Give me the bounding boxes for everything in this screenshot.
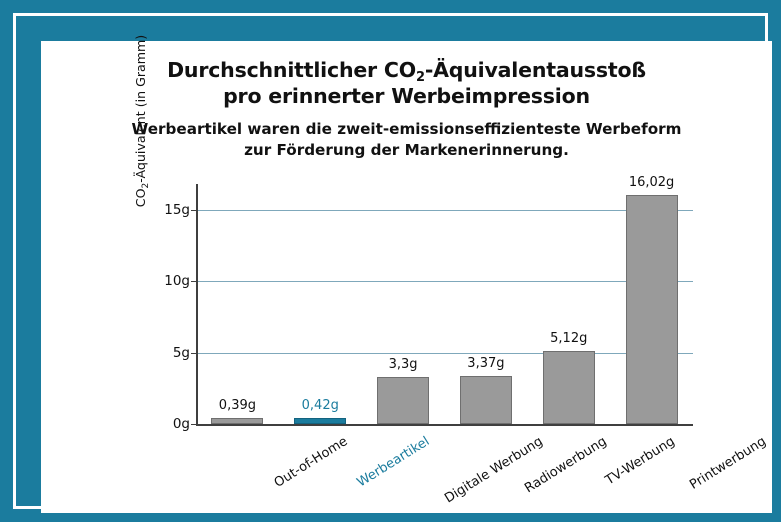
gridline [198, 281, 693, 282]
bar [211, 418, 263, 424]
bar-value-label: 0,42g [301, 398, 339, 413]
plot-region [164, 175, 769, 507]
x-axis-category-label: Printwerbung [686, 434, 769, 493]
y-axis-tick-label: 15g [164, 201, 190, 218]
chart-title-part-2: -Äquivalentausstoß [424, 58, 646, 82]
chart-title-subscript: 2 [415, 70, 425, 85]
chart-title-part-1: Durchschnittlicher CO [167, 58, 416, 82]
x-axis-category-label: Out-of-Home [272, 434, 351, 491]
bar [460, 376, 512, 424]
bar-value-label: 0,39g [218, 398, 257, 414]
poster-inner-border [13, 13, 768, 509]
y-axis-title-part-1: CO [133, 188, 148, 208]
y-axis-tick-mark [191, 281, 196, 282]
y-axis-title-subscript: 2 [141, 182, 151, 189]
bar-value-label: 3,37g [467, 355, 505, 371]
bar-value-label: 3,3g [388, 356, 418, 372]
chart-title-line-2: pro erinnerter Werbeimpression [223, 84, 590, 109]
chart-title-line-1 [41, 57, 772, 83]
bar [377, 377, 429, 424]
y-axis-line [196, 184, 198, 426]
y-axis-tick-mark [191, 424, 196, 425]
page-title [41, 57, 772, 109]
bar [543, 351, 595, 424]
x-axis-category-label: Radiowerbung [522, 434, 610, 497]
y-axis-tick-mark [191, 353, 196, 354]
bar [626, 195, 678, 424]
y-axis-tick-label: 5g [172, 344, 190, 361]
y-axis-tick-mark [191, 210, 196, 211]
bar-value-label: 5,12g [550, 330, 588, 346]
chart-subtitle [41, 119, 772, 161]
y-axis-tick-label: 10g [164, 273, 190, 290]
bar-value-label: 16,02g [628, 175, 675, 191]
bar [294, 418, 346, 424]
chart-card [41, 34, 772, 513]
x-axis-category-label: TV-Werbung [602, 434, 678, 489]
y-axis-title-part-2: -Äquivalent (in Gramm) [133, 34, 148, 183]
x-axis-category-label: Digitale Werbung [442, 434, 546, 507]
gridline [198, 353, 693, 354]
gridline [198, 210, 693, 211]
y-axis-title [133, 26, 151, 216]
chart-subtitle-line-2: zur Förderung der Markenerinnerung. [244, 140, 569, 159]
chart-subtitle-line-1: Werbeartikel waren die zweit-emissionseffizienteste Werbeform [131, 120, 682, 138]
y-axis-tick-label: 0g [172, 416, 190, 432]
x-axis-category-label: Werbeartikel [354, 434, 433, 491]
x-axis-line [196, 424, 693, 426]
